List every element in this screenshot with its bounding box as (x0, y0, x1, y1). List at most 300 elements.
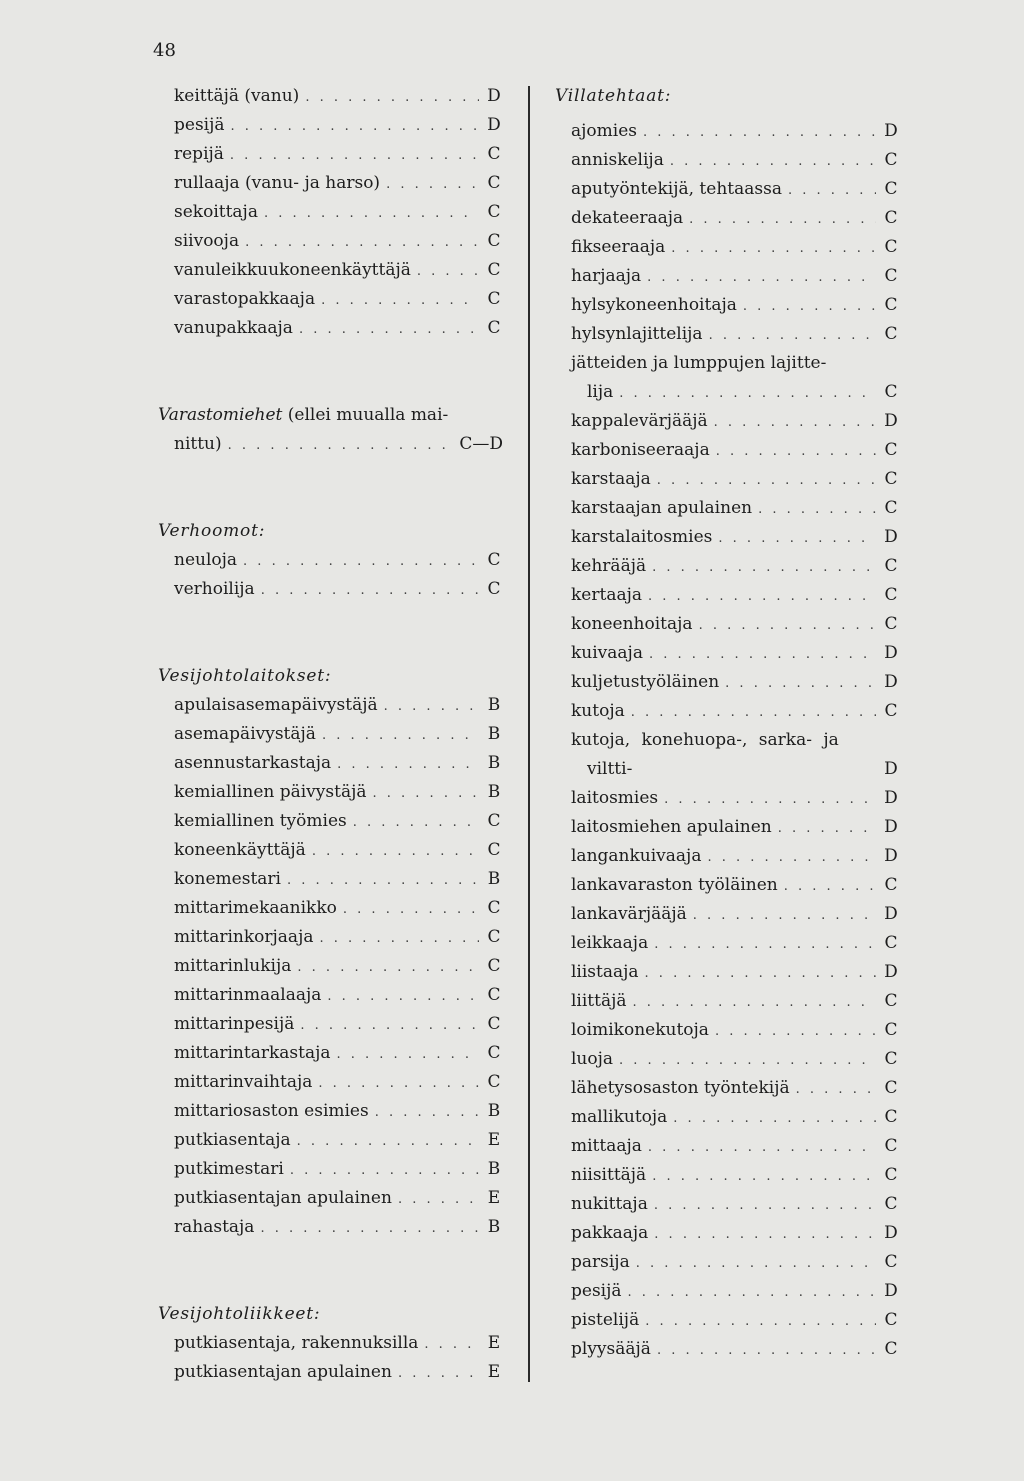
entry-code: B (487, 782, 501, 802)
list-item (555, 1016, 900, 1045)
list-item (555, 1306, 900, 1335)
spacer (158, 1242, 503, 1300)
vesijohtolaitokset-list (158, 691, 503, 1242)
entry-term: mittarintarkastaja (174, 1043, 331, 1063)
list-item (555, 1132, 900, 1161)
list-item (555, 1277, 900, 1306)
entry-code: C (884, 701, 898, 721)
entry-term: hylsykoneenhoitaja (571, 295, 737, 315)
dot-leader (709, 321, 876, 350)
entry-code: D (487, 115, 501, 135)
entry-code: D (884, 527, 898, 547)
entry-term: karboniseeraaja (571, 440, 710, 460)
list-item (158, 952, 503, 981)
list-item (158, 836, 503, 865)
list-item (555, 552, 900, 581)
dot-leader (645, 1307, 876, 1336)
entry-term: mittaaja (571, 1136, 642, 1156)
entry-term: putkiasentajan apulainen (174, 1362, 392, 1382)
dot-leader (636, 1249, 876, 1278)
entry-term: asennustarkastaja (174, 753, 332, 773)
entry-term: loimikonekutoja (571, 1020, 709, 1040)
spacer (158, 343, 503, 401)
entry-term: koneenhoitaja (571, 614, 693, 634)
list-item (555, 813, 900, 842)
entry-term: mittarimekaanikko (174, 898, 337, 918)
entry-code: D (884, 788, 898, 808)
entry-code: B (487, 724, 501, 744)
dot-leader (648, 582, 876, 611)
entry-term: putkimestari (174, 1159, 284, 1179)
dot-leader (718, 524, 876, 553)
dot-leader (743, 292, 876, 321)
entry-code: C (884, 498, 898, 518)
list-item (158, 894, 503, 923)
dot-leader (657, 466, 876, 495)
entry-term: mittariosaston esimies (174, 1101, 369, 1121)
list-item (158, 169, 503, 198)
list-item (158, 749, 503, 778)
entry-code: C (884, 1107, 898, 1127)
entry-code: C (884, 324, 898, 344)
list-item (555, 1161, 900, 1190)
entry-code: C (884, 933, 898, 953)
entry-term: mittarinmaalaaja (174, 985, 322, 1005)
dot-leader (716, 437, 876, 466)
entry-term: kutoja (571, 701, 625, 721)
list-item (158, 1184, 503, 1213)
entry-code: E (487, 1333, 501, 1353)
entry-term: kemiallinen päivystäjä (174, 782, 367, 802)
entry-term: leikkaaja (571, 933, 649, 953)
entry-code: C (884, 1020, 898, 1040)
entry-term: kertaaja (571, 585, 642, 605)
list-item (158, 575, 503, 604)
entry-code: C (884, 382, 898, 402)
dot-leader (725, 669, 876, 698)
dot-leader (327, 982, 479, 1011)
entry-code: B (487, 1101, 501, 1121)
dot-leader (619, 379, 876, 408)
list-item (158, 778, 503, 807)
dot-leader (654, 1220, 876, 1249)
list-item (555, 784, 900, 813)
dot-leader (758, 495, 876, 524)
entry-code: C (487, 144, 501, 164)
list-item (555, 958, 900, 987)
entry-code: B (487, 869, 501, 889)
dot-leader (714, 408, 876, 437)
jatteiden-entry-line1 (555, 349, 900, 378)
entry-code: C (487, 927, 501, 947)
dot-leader (287, 866, 479, 895)
entry-term: rullaaja (vanu- ja harso) (174, 173, 381, 193)
dot-leader (643, 118, 876, 147)
list-item (555, 117, 900, 146)
jatteiden-entry-line2 (555, 378, 900, 407)
dot-leader (417, 257, 479, 286)
list-item (158, 923, 503, 952)
dot-leader (715, 1017, 876, 1046)
entry-term: harjaaja (571, 266, 642, 286)
entry-term: pesijä (174, 115, 225, 135)
varastomiehet-title: Varastomiehet (158, 405, 283, 425)
entry-code: C (884, 1339, 898, 1359)
entry-code: C (884, 585, 898, 605)
dot-leader (671, 234, 876, 263)
entry-term: langankuivaaja (571, 846, 702, 866)
entry-term: putkiasentaja (174, 1130, 291, 1150)
list-item (158, 1358, 503, 1387)
verhoomot-list (158, 546, 503, 604)
entry-code: D (884, 962, 898, 982)
vesijohtoliikkeet-list (158, 1329, 503, 1387)
entry-term: mittarinvaihtaja (174, 1072, 313, 1092)
entry-term: niisittäjä (571, 1165, 647, 1185)
entry-term: kehrääjä (571, 556, 647, 576)
entry-term: neuloja (174, 550, 238, 570)
list-item (555, 987, 900, 1016)
entry-code: C (487, 898, 501, 918)
entry-term: karstaajan apulainen (571, 498, 753, 518)
entry-code: C—D (459, 434, 503, 454)
entry-term: mittarinkorjaaja (174, 927, 314, 947)
entry-code: D (884, 904, 898, 924)
dot-leader (788, 176, 876, 205)
list-item (158, 1213, 503, 1242)
entry-term: siivooja (174, 231, 240, 251)
dot-leader (648, 1133, 876, 1162)
dot-leader (243, 547, 479, 576)
list-item (555, 581, 900, 610)
entry-term: liistaaja (571, 962, 639, 982)
dot-leader (707, 843, 876, 872)
list-item (158, 807, 503, 836)
entry-term: laitosmiehen apulainen (571, 817, 772, 837)
entry-term: lija (587, 382, 614, 402)
dot-leader (228, 431, 454, 460)
list-item (555, 668, 900, 697)
dot-leader (300, 1011, 479, 1040)
varastomiehet-heading (158, 401, 503, 430)
list-item (555, 494, 900, 523)
entry-term: repijä (174, 144, 224, 164)
dot-leader (645, 959, 876, 988)
dot-leader (699, 611, 876, 640)
list-item (158, 865, 503, 894)
entry-term: verhoilija (174, 579, 255, 599)
dot-leader (398, 1185, 479, 1214)
dot-leader (318, 1069, 479, 1098)
dot-leader (424, 1330, 479, 1359)
entry-term: mittarinpesijä (174, 1014, 295, 1034)
entry-code: C (884, 614, 898, 634)
list-item (555, 1074, 900, 1103)
entry-code: B (487, 753, 501, 773)
varastomiehet-note: (ellei muualla mai- (282, 405, 449, 425)
list-item (555, 523, 900, 552)
dot-leader (245, 228, 479, 257)
entry-term: lankavaraston työläinen (571, 875, 778, 895)
dot-leader (260, 1214, 479, 1243)
dot-leader (386, 170, 479, 199)
entry-code: C (884, 1165, 898, 1185)
entry-code: B (487, 1159, 501, 1179)
entry-term: asemapäivystäjä (174, 724, 316, 744)
entry-code: C (487, 202, 501, 222)
entry-term: aputyöntekijä, tehtaassa (571, 179, 782, 199)
dot-leader (778, 814, 876, 843)
list-item (555, 842, 900, 871)
list-item (555, 929, 900, 958)
list-item (158, 1039, 503, 1068)
list-item (158, 140, 503, 169)
list-item (158, 198, 503, 227)
list-item (555, 291, 900, 320)
list-item (158, 720, 503, 749)
dot-leader (230, 141, 479, 170)
list-item (158, 314, 503, 343)
entry-code: D (884, 1281, 898, 1301)
entry-code: C (487, 1043, 501, 1063)
dot-leader (290, 1156, 479, 1185)
entry-code: D (884, 672, 898, 692)
dot-leader (796, 1075, 876, 1104)
list-item (158, 1097, 503, 1126)
spacer (158, 459, 503, 517)
entry-term: apulaisasemapäivystäjä (174, 695, 378, 715)
villatehtaat-list-c (555, 784, 900, 1364)
kutoja-entry-line2 (555, 755, 900, 784)
column-divider (528, 86, 530, 1382)
list-item (555, 320, 900, 349)
dot-leader (353, 808, 479, 837)
entry-term: mallikutoja (571, 1107, 668, 1127)
entry-term: vanuleikkuukoneenkäyttäjä (174, 260, 411, 280)
entry-code: B (487, 1217, 501, 1237)
dot-leader (652, 1162, 876, 1191)
entry-term: karstaaja (571, 469, 651, 489)
spacer (158, 604, 503, 662)
entry-code: C (487, 550, 501, 570)
entry-code: E (487, 1188, 501, 1208)
vesijohtoliikkeet-heading: Vesijohtoliikkeet: (158, 1304, 321, 1324)
list-item (555, 233, 900, 262)
entry-code: C (884, 1252, 898, 1272)
entry-term: anniskelija (571, 150, 664, 170)
list-item (555, 900, 900, 929)
dot-leader (693, 901, 876, 930)
entry-code: C (884, 1310, 898, 1330)
left-column (158, 82, 503, 1387)
villatehtaat-heading: Villatehtaat: (555, 86, 672, 106)
entry-term: fikseeraaja (571, 237, 666, 257)
entry-term: keittäjä (vanu) (174, 86, 300, 106)
list-item (158, 1010, 503, 1039)
dot-leader (628, 1278, 876, 1307)
dot-leader (670, 147, 876, 176)
entry-term: kutoja, konehuopa-, sarka- ja (571, 730, 839, 750)
villatehtaat-list-b (555, 407, 900, 726)
entry-code: E (487, 1130, 501, 1150)
entry-code: C (884, 295, 898, 315)
entry-code: D (884, 846, 898, 866)
entry-term: pesijä (571, 1281, 622, 1301)
villatehtaat-list-a (555, 117, 900, 349)
entry-code: C (884, 150, 898, 170)
entry-term: viltti- (587, 759, 633, 779)
list-item (158, 1126, 503, 1155)
list-item (555, 204, 900, 233)
entry-term: dekateeraaja (571, 208, 684, 228)
entry-term: kuljetustyöläinen (571, 672, 720, 692)
list-item (158, 285, 503, 314)
entry-term: lankavärjääjä (571, 904, 687, 924)
entry-term: mittarinlukija (174, 956, 292, 976)
list-item (555, 697, 900, 726)
vesijohtolaitokset-heading: Vesijohtolaitokset: (158, 666, 332, 686)
entry-term: vanupakkaaja (174, 318, 293, 338)
entry-term: karstalaitosmies (571, 527, 713, 547)
list-item (158, 546, 503, 575)
dot-leader (375, 1098, 479, 1127)
entry-code: C (884, 469, 898, 489)
entry-code: C (884, 875, 898, 895)
entry-code: C (487, 173, 501, 193)
entry-code: C (884, 179, 898, 199)
entry-code: C (884, 1049, 898, 1069)
page-number: 48 (153, 40, 176, 61)
list-item (555, 1248, 900, 1277)
entry-term: varastopakkaaja (174, 289, 316, 309)
list-item (555, 1190, 900, 1219)
list-item (158, 691, 503, 720)
entry-term: plyysääjä (571, 1339, 651, 1359)
entry-code: D (884, 759, 898, 779)
dot-leader (322, 721, 479, 750)
entry-code: D (884, 817, 898, 837)
list-item (158, 227, 503, 256)
dot-leader (647, 263, 876, 292)
entry-code: C (487, 289, 501, 309)
entry-term: liittäjä (571, 991, 627, 1011)
entry-term: kuivaaja (571, 643, 643, 663)
dot-leader (384, 692, 479, 721)
dot-leader (343, 895, 479, 924)
entry-code: C (487, 318, 501, 338)
dot-leader (373, 779, 480, 808)
dot-leader (337, 1040, 480, 1069)
entry-code: D (884, 121, 898, 141)
entry-code: D (884, 1223, 898, 1243)
list-item (555, 639, 900, 668)
entry-code: C (884, 1078, 898, 1098)
list-item (555, 1045, 900, 1074)
varastomiehet-entry (158, 430, 503, 459)
entry-term: rahastaja (174, 1217, 255, 1237)
dot-leader (305, 83, 479, 112)
entry-code: C (487, 956, 501, 976)
list-item (555, 436, 900, 465)
entry-term: hylsynlajittelija (571, 324, 703, 344)
list-item (555, 146, 900, 175)
entry-term: sekoittaja (174, 202, 258, 222)
entry-code: C (487, 260, 501, 280)
dot-leader (631, 698, 876, 727)
list-item (158, 1068, 503, 1097)
dot-leader (654, 930, 876, 959)
entry-code: D (487, 86, 501, 106)
entry-code: B (487, 695, 501, 715)
entry-code: C (487, 231, 501, 251)
entry-term: kappalevärjääjä (571, 411, 708, 431)
entry-code: C (487, 840, 501, 860)
list-item (555, 175, 900, 204)
entry-term: kemiallinen työmies (174, 811, 347, 831)
entry-code: D (884, 411, 898, 431)
entry-term: konemestari (174, 869, 281, 889)
dot-leader (297, 953, 479, 982)
list-item (555, 1335, 900, 1364)
list-item (158, 111, 503, 140)
dot-leader (231, 112, 479, 141)
entry-code: C (487, 811, 501, 831)
list-item (158, 981, 503, 1010)
right-column (555, 82, 900, 1364)
entry-term: parsija (571, 1252, 630, 1272)
kutoja-entry-line1 (555, 726, 900, 755)
entry-term: luoja (571, 1049, 614, 1069)
dot-leader (654, 1191, 876, 1220)
entry-code: C (884, 266, 898, 286)
dot-leader (652, 553, 876, 582)
list-item (158, 1329, 503, 1358)
entry-code: D (884, 643, 898, 663)
left-top-list (158, 82, 503, 343)
list-item (555, 465, 900, 494)
entry-term: pistelijä (571, 1310, 640, 1330)
dot-leader (337, 750, 479, 779)
dot-leader (664, 785, 876, 814)
entry-code: C (884, 991, 898, 1011)
entry-term: jätteiden ja lumppujen lajitte- (571, 353, 827, 373)
list-item (555, 1103, 900, 1132)
entry-term: nittu) (174, 434, 222, 454)
dot-leader (297, 1127, 479, 1156)
entry-code: C (884, 237, 898, 257)
dot-leader (784, 872, 876, 901)
entry-term: koneenkäyttäjä (174, 840, 306, 860)
dot-leader (312, 837, 479, 866)
list-item (555, 407, 900, 436)
entry-code: C (487, 579, 501, 599)
entry-code: C (884, 556, 898, 576)
entry-term: ajomies (571, 121, 637, 141)
list-item (555, 610, 900, 639)
list-item (555, 262, 900, 291)
entry-code: C (487, 1014, 501, 1034)
dot-leader (299, 315, 479, 344)
list-item (158, 82, 503, 111)
dot-leader (319, 924, 479, 953)
entry-term: pakkaaja (571, 1223, 649, 1243)
dot-leader (398, 1359, 479, 1388)
list-item (555, 1219, 900, 1248)
dot-leader (689, 205, 876, 234)
dot-leader (633, 988, 876, 1017)
entry-code: C (487, 985, 501, 1005)
entry-term: laitosmies (571, 788, 659, 808)
